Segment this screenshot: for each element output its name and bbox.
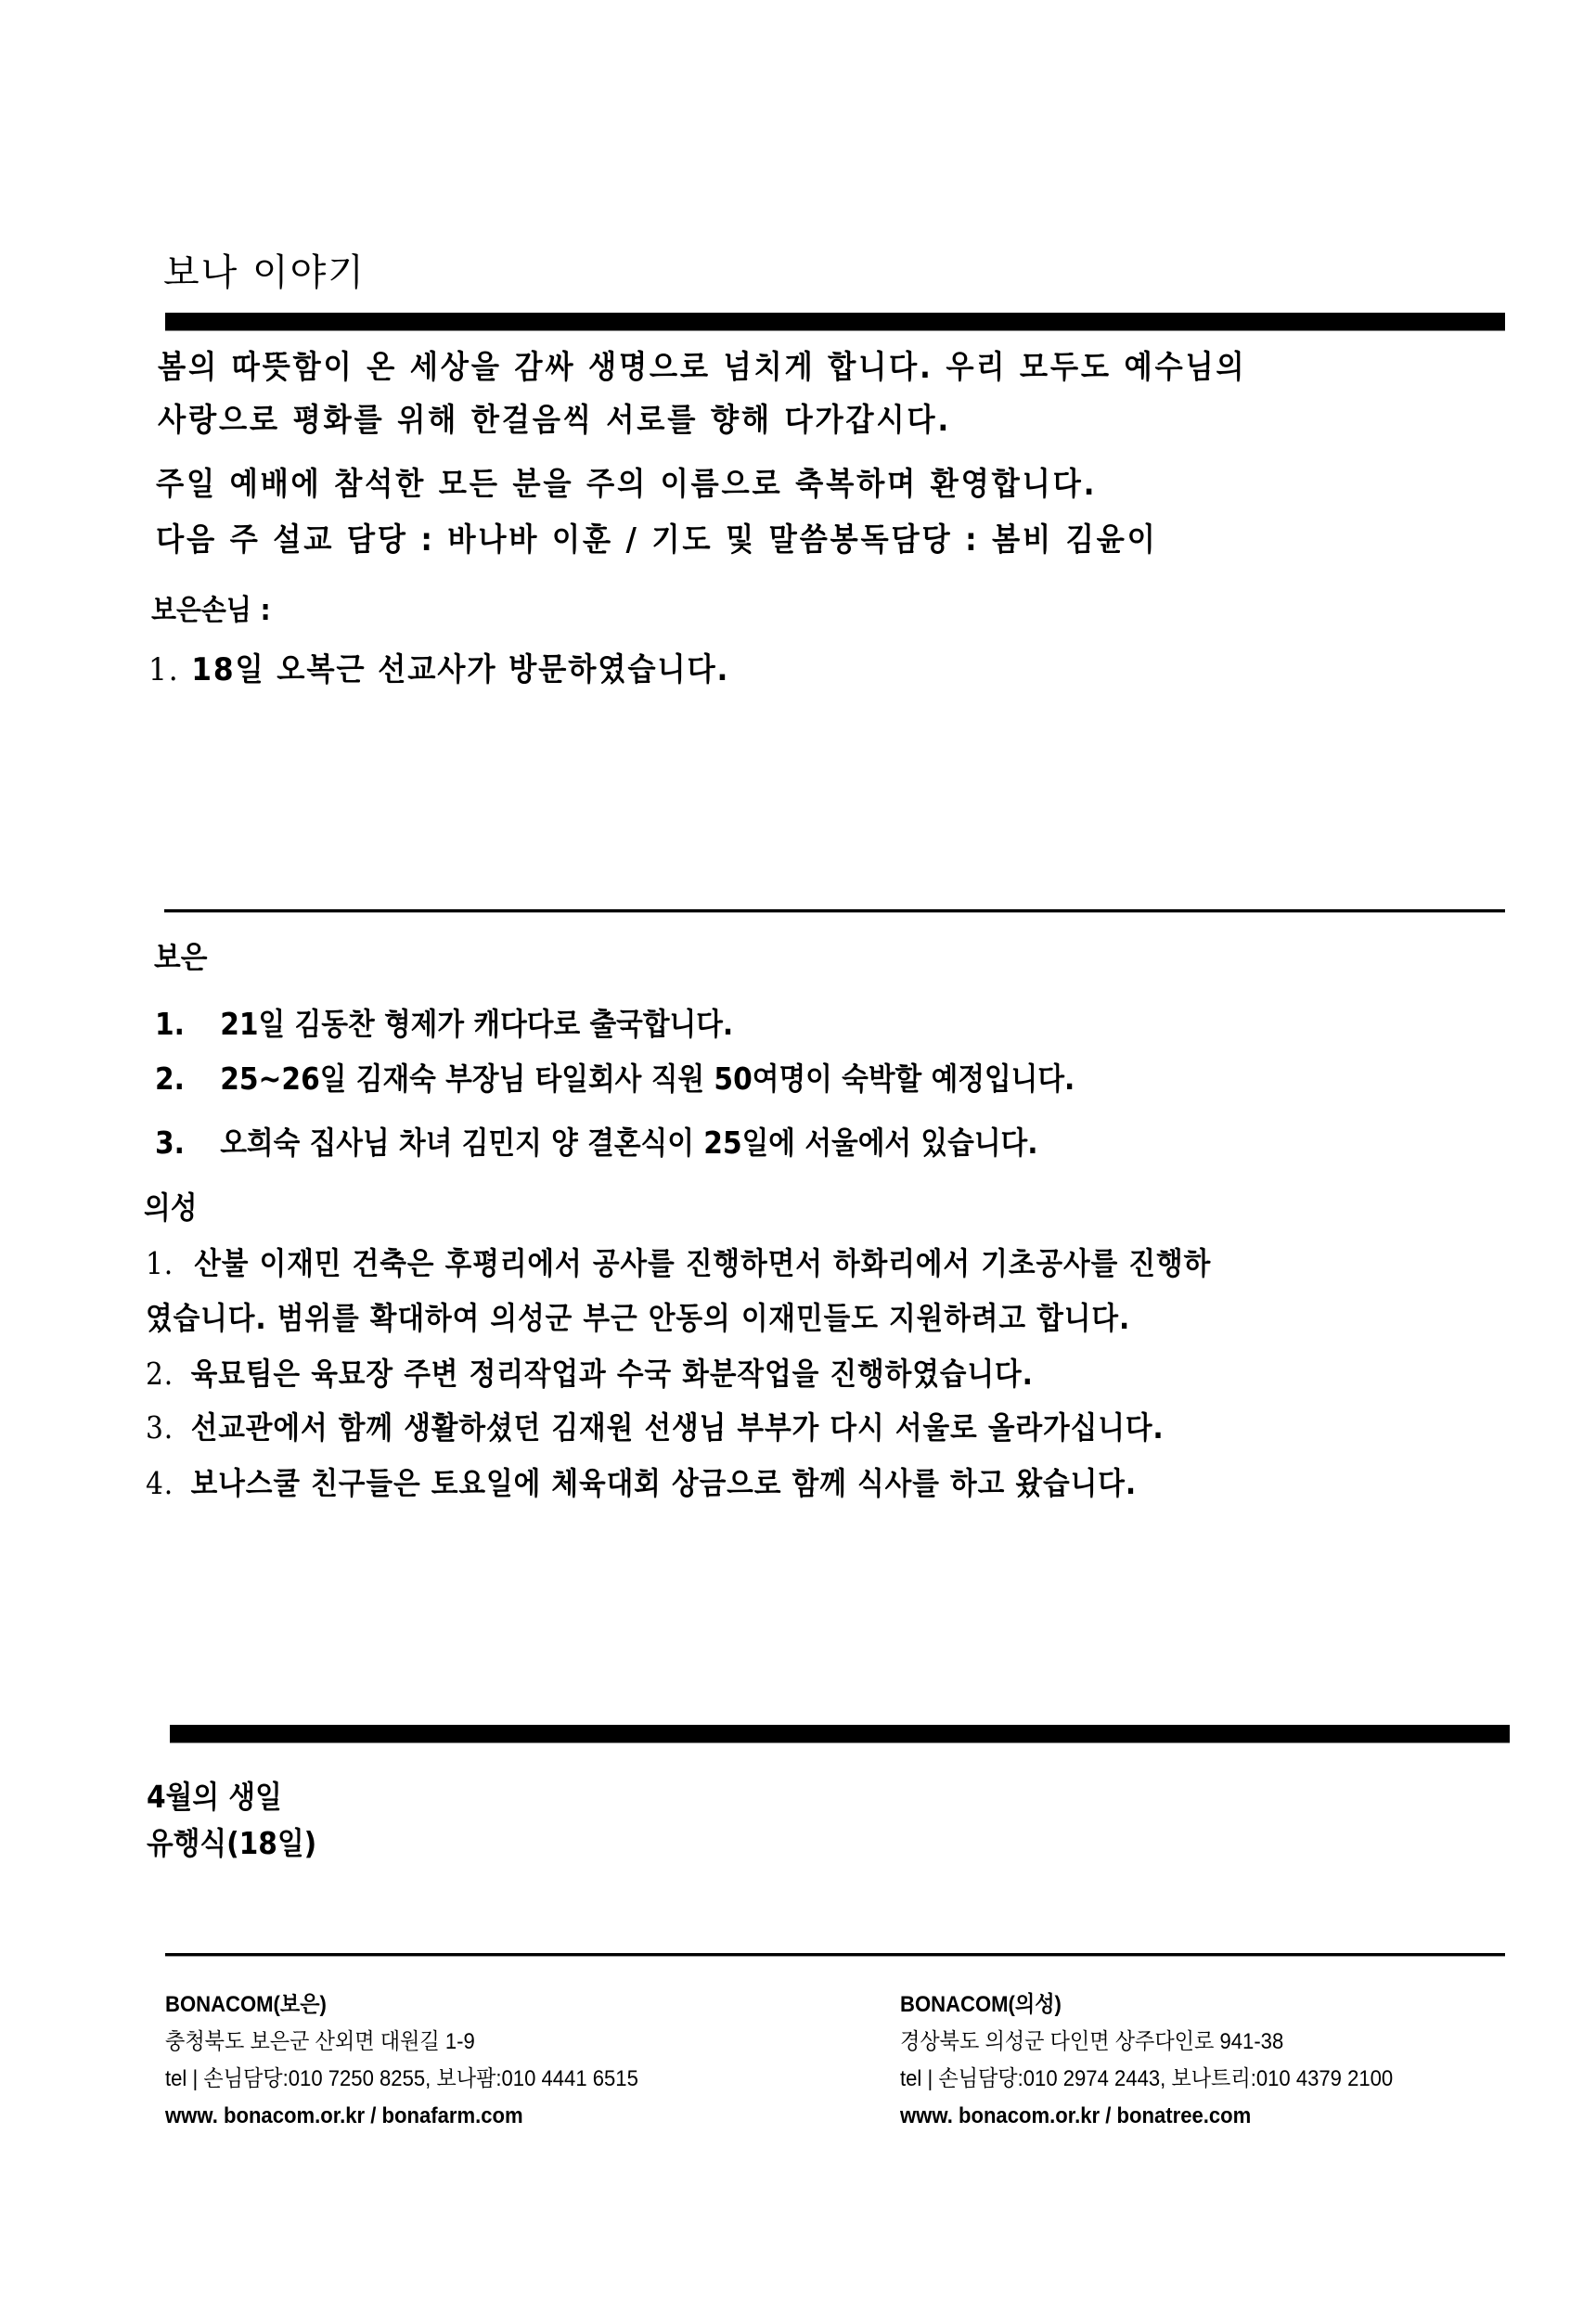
- boeun-item-text: 25~26일 김재숙 부장님 타일회사 직원 50여명이 숙박할 예정입니다.: [220, 1061, 1075, 1097]
- boeun-heading: 보은: [154, 939, 208, 975]
- guest-item: [148, 644, 729, 689]
- welcome-line: 주일 예배에 참석한 모든 분을 주의 이름으로 축복하며 환영합니다.: [156, 466, 1098, 503]
- uiseong-item-text: 육묘팀은 육묘장 주변 정리작업과 수국 화분작업을 진행하였습니다.: [190, 1356, 1034, 1392]
- boeun-item: [155, 1119, 1037, 1163]
- birthday-divider: [170, 1725, 1510, 1742]
- intro-line-1: 봄의 따뜻함이 온 세상을 감싸 생명으로 넘치게 합니다. 우리 모두도 예수님의: [158, 349, 1247, 386]
- uiseong-item-text: 산불 이재민 건축은 후평리에서 공사를 진행하면서 하화리에서 기초공사를 진행하: [194, 1245, 1212, 1281]
- uiseong-heading: 의성: [144, 1189, 198, 1226]
- boeun-item: [155, 1055, 1075, 1099]
- uiseong-item: [146, 1240, 1211, 1283]
- uiseong-item-continuation: 였습니다. 범위를 확대하여 의성군 부근 안동의 이재민들도 지원하려고 합니다.: [146, 1300, 1131, 1336]
- footer-uiseong: [900, 1986, 1393, 2135]
- list-number: 4.: [146, 1465, 174, 1501]
- footer-address: 경상북도 의성군 다인면 상주다인로 941-38: [900, 2029, 1284, 2054]
- footer-divider: [165, 1953, 1505, 1956]
- footer-website-link[interactable]: www. bonacom.or.kr / bonafarm.com: [165, 2103, 523, 2128]
- title-divider: [165, 313, 1505, 330]
- footer-org-name: BONACOM(보은): [165, 1992, 327, 2017]
- list-number: 1.: [146, 1245, 174, 1281]
- footer-tel: tel | 손님담당:010 2974 2443, 보나트리:010 4379 2100: [900, 2066, 1394, 2091]
- birthday-heading: 4월의 생일: [147, 1779, 282, 1815]
- list-number: 3.: [155, 1125, 185, 1161]
- uiseong-item: [146, 1350, 1034, 1394]
- footer-address: 충청북도 보은군 산외면 대원길 1-9: [165, 2029, 475, 2054]
- uiseong-item-text: 보나스쿨 친구들은 토요일에 체육대회 상금으로 함께 식사를 하고 왔습니다.: [190, 1465, 1138, 1501]
- uiseong-item-text: 선교관에서 함께 생활하셨던 김재원 선생님 부부가 다시 서울로 올라가십니다.: [190, 1409, 1165, 1446]
- section-divider: [164, 909, 1505, 912]
- footer-boeun: [165, 1986, 638, 2135]
- footer-website-link[interactable]: www. bonacom.or.kr / bonatree.com: [900, 2103, 1252, 2128]
- boeun-item-text: 21일 김동찬 형제가 캐다다로 출국합니다.: [220, 1006, 734, 1042]
- list-number: 3.: [146, 1409, 174, 1446]
- uiseong-item: [146, 1459, 1137, 1503]
- guests-heading: 보은손님 :: [151, 594, 271, 627]
- page-title: 보나 이야기: [163, 251, 366, 294]
- intro-line-2: 사랑으로 평화를 위해 한걸음씩 서로를 향해 다가갑시다.: [158, 402, 952, 439]
- uiseong-item: [146, 1404, 1165, 1447]
- guest-item-text: 18일 오복근 선교사가 방문하였습니다.: [191, 651, 730, 688]
- footer-tel: tel | 손님담당:010 7250 8255, 보나팜:010 4441 6515: [165, 2066, 638, 2091]
- next-week-duty: 다음 주 설교 담당 : 바나바 이훈 / 기도 및 말씀봉독담당 : 봄비 김윤이: [156, 521, 1158, 559]
- list-number: 1.: [155, 1006, 185, 1042]
- list-number: 2.: [146, 1356, 174, 1392]
- boeun-item-text: 오희숙 집사님 차녀 김민지 양 결혼식이 25일에 서울에서 있습니다.: [220, 1125, 1038, 1161]
- list-number: 1.: [148, 651, 180, 688]
- birthday-entry: 유행식(18일): [147, 1825, 317, 1861]
- footer-org-name: BONACOM(의성): [900, 1992, 1062, 2017]
- boeun-item: [155, 1000, 733, 1044]
- list-number: 2.: [155, 1061, 185, 1097]
